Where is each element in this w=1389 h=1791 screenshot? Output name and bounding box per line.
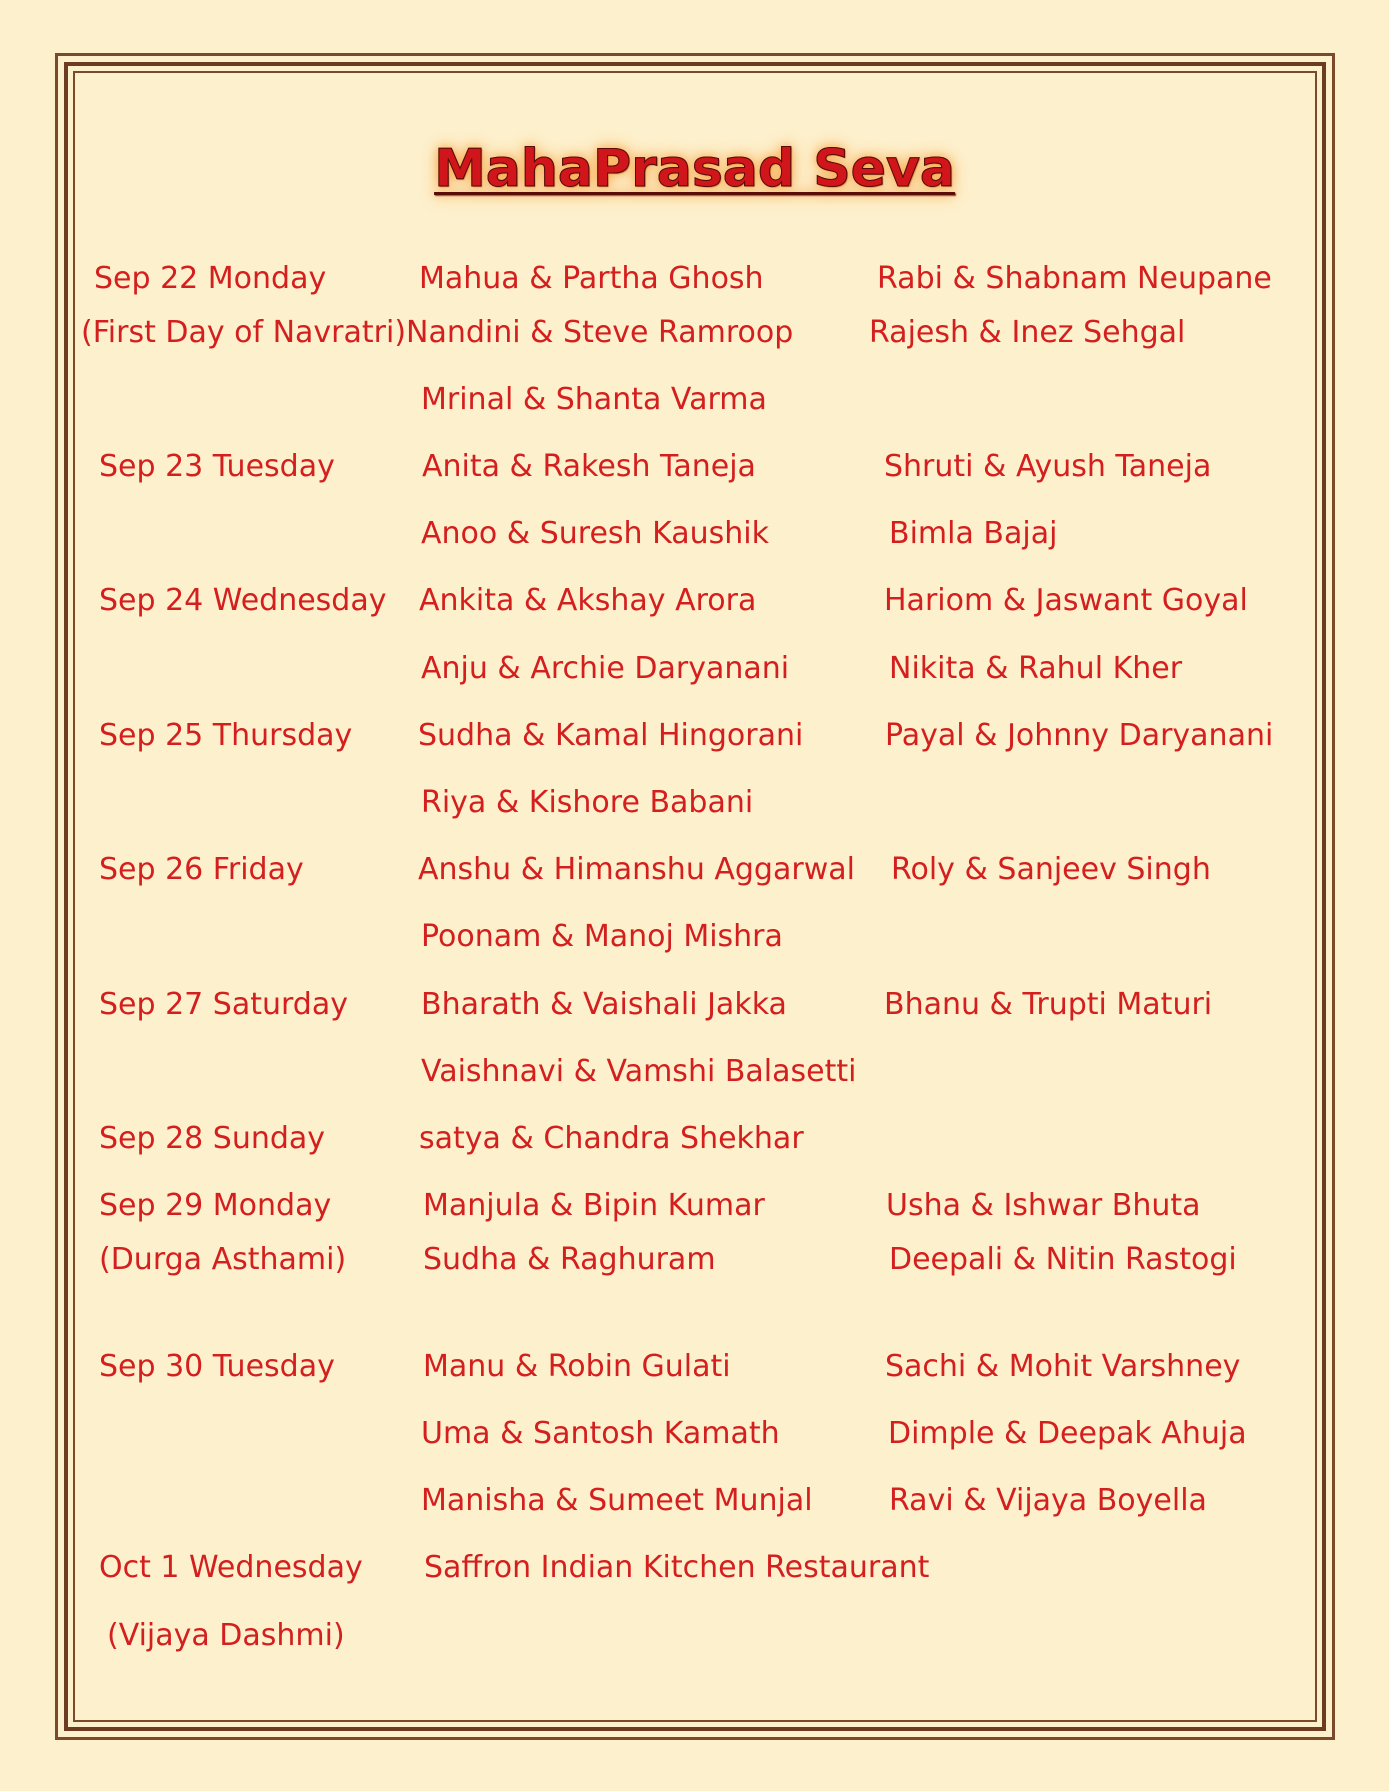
schedule-sponsor-secondary: Roly & Sanjeev Singh [891,852,1211,887]
schedule-sponsor-primary: Manu & Robin Gulati [423,1349,731,1384]
schedule-sponsor-secondary: Rabi & Shabnam Neupane [877,261,1272,296]
schedule-sponsor-primary: Mrinal & Shanta Varma [421,382,767,417]
schedule-day-label: Sep 22 Monday [94,261,327,296]
schedule-sponsor-primary: satya & Chandra Shekhar [419,1121,804,1156]
schedule-sponsor-primary: Sudha & Raghuram [423,1242,716,1277]
schedule-day-label: Sep 29 Monday [99,1188,332,1223]
schedule-sponsor-primary: Vaishnavi & Vamshi Balasetti [421,1054,857,1089]
schedule-sponsor-primary: Manisha & Sumeet Munjal [421,1483,813,1518]
schedule-sponsor-primary: Manjula & Bipin Kumar [423,1188,765,1223]
schedule-sponsor-primary: Mahua & Partha Ghosh [419,261,764,296]
schedule-day-label: (Durga Asthami) [99,1242,347,1277]
schedule-sponsor-secondary: Dimple & Deepak Ahuja [888,1416,1247,1451]
schedule-sponsor-primary: Poonam & Manoj Mishra [421,919,783,954]
schedule-sponsor-primary: Riya & Kishore Babani [421,785,754,820]
schedule-sponsor-secondary: Usha & Ishwar Bhuta [886,1188,1201,1223]
schedule-sponsor-primary: Uma & Santosh Kamath [421,1416,780,1451]
schedule-day-label: Oct 1 Wednesday [99,1550,363,1585]
schedule-day-label: Sep 27 Saturday [99,987,348,1022]
schedule-sponsor-secondary: Deepali & Nitin Rastogi [889,1242,1237,1277]
schedule-sponsor-secondary: Bhanu & Trupti Maturi [884,987,1213,1022]
schedule-sponsor-primary: Bharath & Vaishali Jakka [421,987,787,1022]
schedule-day-label: Sep 24 Wednesday [99,583,387,618]
schedule-day-label: (Vijaya Dashmi) [107,1618,345,1653]
schedule-sponsor-primary: Nandini & Steve Ramroop [406,315,794,350]
schedule-day-label: Sep 28 Sunday [99,1121,326,1156]
schedule-sponsor-primary: Anoo & Suresh Kaushik [421,516,769,551]
schedule-sponsor-primary: Anju & Archie Daryanani [421,651,790,686]
schedule-day-label: (First Day of Navratri) [81,315,407,350]
schedule-sponsor-secondary: Bimla Bajaj [889,516,1058,551]
schedule-day-label: Sep 26 Friday [99,852,304,887]
schedule-sponsor-primary: Ankita & Akshay Arora [419,583,757,618]
schedule-sponsor-secondary: Nikita & Rahul Kher [889,651,1183,686]
page-title: MahaPrasad Seva [434,139,955,199]
schedule-day-label: Sep 23 Tuesday [99,449,335,484]
schedule-sponsor-secondary: Rajesh & Inez Sehgal [869,315,1186,350]
schedule-sponsor-secondary: Sachi & Mohit Varshney [885,1349,1241,1384]
schedule-day-label: Sep 30 Tuesday [99,1349,335,1384]
schedule-sponsor-primary: Anita & Rakesh Taneja [422,449,756,484]
schedule-sponsor-secondary: Hariom & Jaswant Goyal [884,583,1248,618]
schedule-sponsor-secondary: Payal & Johnny Daryanani [885,718,1274,753]
schedule-sponsor-secondary: Shruti & Ayush Taneja [884,449,1212,484]
schedule-sponsor-primary: Sudha & Kamal Hingorani [418,718,804,753]
schedule-day-label: Sep 25 Thursday [99,718,353,753]
schedule-sponsor-primary: Anshu & Himanshu Aggarwal [418,852,855,887]
schedule-sponsor-secondary: Ravi & Vijaya Boyella [889,1483,1207,1518]
schedule-sponsor-primary: Saffron Indian Kitchen Restaurant [424,1550,930,1585]
